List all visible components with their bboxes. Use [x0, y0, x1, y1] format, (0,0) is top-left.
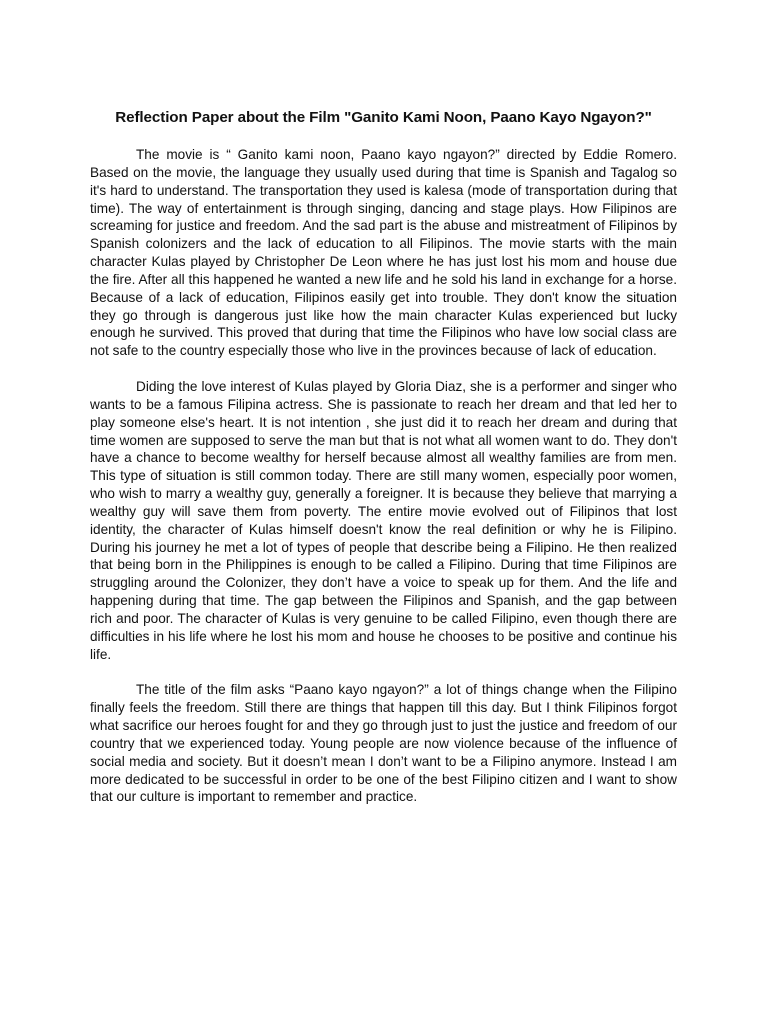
paragraph-2: Diding the love interest of Kulas played by Gloria Diaz, she is a performer and singer who wants to be a famous Filipina actress. She is passionate to reach her dream and that led her to play someone else's heart. It is not intention , she just did it to reach her dream and during that time women are supposed to serve the man but that is not what all women want to do. They don't have a chance to become wealthy for herself because almost all wealthy families are from men. This type of situation is still common today. There are still many women, especially poor women, who wish to marry a wealthy guy, generally a foreigner. It is because they believe that marrying a wealthy guy will save them from poverty. The entire movie evolved out of Filipinos that lost identity, the character of Kulas himself doesn't know the real definition or why he is Filipino. During his journey he met a lot of types of people that describe being a Filipino. He then realized that being born in the Philippines is enough to be called a Filipino. During that time Filipinos are struggling around the Colonizer, they don’t have a voice to speak up for them. And the life and happening during that time. The gap between the Filipinos and Spanish, and the gap between rich and poor. The character of Kulas is very genuine to be called Filipino, even though there are difficulties in his life where he lost his mom and house he chooses to be positive and continue his life.: [90, 378, 677, 662]
paragraph-3: The title of the film asks “Paano kayo ngayon?” a lot of things change when the Filipino finally feels the freedom. Still there are things that happen till this day. But I think Filipinos forgot what sacrifice our heroes fought for and they go through just to just the justice and freedom of our country that we experienced today. Young people are now violence because of the influence of social media and society. But it doesn’t mean I don’t want to be a Filipino anymore. Instead I am more dedicated to be successful in order to be one of the best Filipino citizen and I want to show that our culture is important to remember and practice.: [90, 682, 677, 805]
document-title: Reflection Paper about the Film "Ganito Kami Noon, Paano Kayo Ngayon?": [115, 109, 652, 126]
document-page: [90, 108, 677, 824]
paragraph-1: The movie is “ Ganito kami noon, Paano kayo ngayon?” directed by Eddie Romero. Based on the movie, the language they usually used during that time is Spanish and Tagalog so it's hard to understand. The transportation they used is kalesa (mode of transportation during that time). The way of entertainment is through singing, dancing and stage plays. How Filipinos are screaming for justice and freedom. And the sad part is the abuse and mistreatment of Filipinos by Spanish colonizers and the lack of education to all Filipinos. The movie starts with the main character Kulas played by Christopher De Leon where he has just lost his mom and house due the fire. After all this happened he wanted a new life and he sold his land in exchange for a horse. Because of a lack of education, Filipinos easily get into trouble. They don't know the situation they go through is dangerous just like how the main character Kulas experienced but lucky enough he survived. This proved that during that time the Filipinos who have low social class are not safe to the country especially those who live in the provinces because of lack of education.: [90, 147, 677, 359]
